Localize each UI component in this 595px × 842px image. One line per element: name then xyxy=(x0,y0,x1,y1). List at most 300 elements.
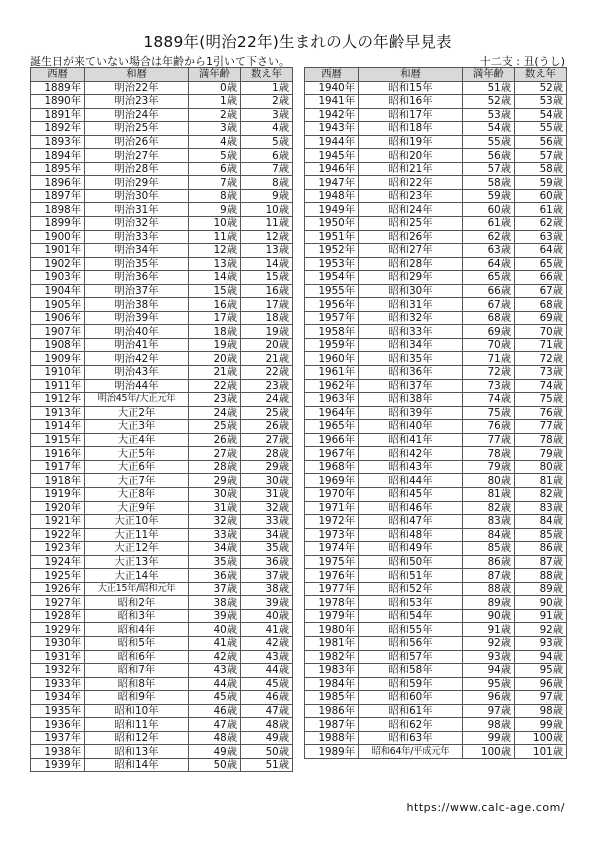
cell-wareki: 明治36年 xyxy=(85,271,189,285)
cell-seireki: 1926年 xyxy=(31,582,85,596)
cell-seireki: 1931年 xyxy=(31,650,85,664)
cell-seireki: 1969年 xyxy=(305,474,359,488)
cell-man-age: 9歳 xyxy=(189,203,241,217)
cell-kazoe-age: 74歳 xyxy=(515,379,567,393)
cell-kazoe-age: 32歳 xyxy=(241,501,293,515)
cell-kazoe-age: 20歳 xyxy=(241,338,293,352)
cell-wareki: 大正8年 xyxy=(85,487,189,501)
cell-seireki: 1930年 xyxy=(31,636,85,650)
cell-wareki: 昭和47年 xyxy=(359,515,463,529)
cell-man-age: 60歳 xyxy=(463,203,515,217)
cell-kazoe-age: 28歳 xyxy=(241,447,293,461)
cell-man-age: 56歳 xyxy=(463,149,515,163)
cell-man-age: 65歳 xyxy=(463,271,515,285)
table-row xyxy=(31,447,293,461)
cell-wareki: 昭和25年 xyxy=(359,217,463,231)
age-table-left xyxy=(30,67,293,772)
table-row xyxy=(31,81,293,95)
footer-url[interactable]: https://www.calc-age.com/ xyxy=(406,801,565,814)
cell-wareki: 明治33年 xyxy=(85,230,189,244)
cell-seireki: 1961年 xyxy=(305,366,359,380)
cell-seireki: 1924年 xyxy=(31,555,85,569)
table-row xyxy=(305,487,567,501)
cell-seireki: 1987年 xyxy=(305,718,359,732)
cell-seireki: 1952年 xyxy=(305,244,359,258)
cell-kazoe-age: 59歳 xyxy=(515,176,567,190)
cell-seireki: 1965年 xyxy=(305,420,359,434)
cell-seireki: 1972年 xyxy=(305,515,359,529)
cell-wareki: 昭和46年 xyxy=(359,501,463,515)
cell-wareki: 明治30年 xyxy=(85,189,189,203)
cell-kazoe-age: 90歳 xyxy=(515,596,567,610)
cell-man-age: 97歳 xyxy=(463,704,515,718)
cell-man-age: 91歳 xyxy=(463,623,515,637)
cell-man-age: 84歳 xyxy=(463,528,515,542)
cell-kazoe-age: 58歳 xyxy=(515,162,567,176)
cell-kazoe-age: 42歳 xyxy=(241,636,293,650)
cell-wareki: 昭和7年 xyxy=(85,664,189,678)
cell-seireki: 1922年 xyxy=(31,528,85,542)
cell-wareki: 昭和43年 xyxy=(359,460,463,474)
cell-man-age: 38歳 xyxy=(189,596,241,610)
cell-seireki: 1927年 xyxy=(31,596,85,610)
cell-kazoe-age: 92歳 xyxy=(515,623,567,637)
cell-kazoe-age: 101歳 xyxy=(515,745,567,759)
cell-seireki: 1933年 xyxy=(31,677,85,691)
table-row xyxy=(305,393,567,407)
table-row xyxy=(31,217,293,231)
cell-kazoe-age: 98歳 xyxy=(515,704,567,718)
cell-man-age: 52歳 xyxy=(463,95,515,109)
table-row xyxy=(31,406,293,420)
cell-wareki: 昭和36年 xyxy=(359,366,463,380)
cell-wareki: 昭和24年 xyxy=(359,203,463,217)
cell-seireki: 1915年 xyxy=(31,433,85,447)
cell-kazoe-age: 54歳 xyxy=(515,108,567,122)
cell-kazoe-age: 39歳 xyxy=(241,596,293,610)
cell-wareki: 昭和56年 xyxy=(359,636,463,650)
table-row xyxy=(305,149,567,163)
table-row xyxy=(305,217,567,231)
cell-kazoe-age: 96歳 xyxy=(515,677,567,691)
cell-man-age: 27歳 xyxy=(189,447,241,461)
cell-wareki: 昭和18年 xyxy=(359,122,463,136)
cell-kazoe-age: 33歳 xyxy=(241,515,293,529)
cell-seireki: 1923年 xyxy=(31,542,85,556)
cell-man-age: 69歳 xyxy=(463,325,515,339)
cell-seireki: 1941年 xyxy=(305,95,359,109)
cell-kazoe-age: 12歳 xyxy=(241,230,293,244)
cell-kazoe-age: 63歳 xyxy=(515,230,567,244)
cell-seireki: 1985年 xyxy=(305,691,359,705)
table-row xyxy=(305,636,567,650)
cell-man-age: 33歳 xyxy=(189,528,241,542)
cell-man-age: 20歳 xyxy=(189,352,241,366)
cell-wareki: 昭和64年/平成元年 xyxy=(359,745,463,759)
table-row xyxy=(31,298,293,312)
cell-seireki: 1986年 xyxy=(305,704,359,718)
table-row xyxy=(305,311,567,325)
cell-wareki: 昭和28年 xyxy=(359,257,463,271)
cell-man-age: 68歳 xyxy=(463,311,515,325)
cell-wareki: 明治25年 xyxy=(85,122,189,136)
cell-kazoe-age: 14歳 xyxy=(241,257,293,271)
table-row xyxy=(31,230,293,244)
cell-man-age: 88歳 xyxy=(463,582,515,596)
table-row xyxy=(31,176,293,190)
cell-wareki: 昭和13年 xyxy=(85,745,189,759)
cell-kazoe-age: 69歳 xyxy=(515,311,567,325)
cell-man-age: 15歳 xyxy=(189,284,241,298)
table-row xyxy=(31,758,293,772)
cell-seireki: 1935年 xyxy=(31,704,85,718)
cell-seireki: 1919年 xyxy=(31,487,85,501)
table-row xyxy=(305,474,567,488)
table-row xyxy=(305,542,567,556)
cell-man-age: 81歳 xyxy=(463,487,515,501)
table-row xyxy=(305,162,567,176)
cell-man-age: 75歳 xyxy=(463,406,515,420)
table-header-row xyxy=(31,68,293,82)
cell-seireki: 1911年 xyxy=(31,379,85,393)
table-row xyxy=(305,81,567,95)
cell-man-age: 50歳 xyxy=(189,758,241,772)
cell-kazoe-age: 99歳 xyxy=(515,718,567,732)
table-header-row xyxy=(305,68,567,82)
cell-seireki: 1963年 xyxy=(305,393,359,407)
table-row xyxy=(31,271,293,285)
cell-kazoe-age: 45歳 xyxy=(241,677,293,691)
cell-wareki: 明治28年 xyxy=(85,162,189,176)
cell-wareki: 昭和22年 xyxy=(359,176,463,190)
cell-seireki: 1903年 xyxy=(31,271,85,285)
cell-seireki: 1889年 xyxy=(31,81,85,95)
cell-seireki: 1973年 xyxy=(305,528,359,542)
cell-seireki: 1951年 xyxy=(305,230,359,244)
table-row xyxy=(31,189,293,203)
cell-kazoe-age: 95歳 xyxy=(515,664,567,678)
cell-kazoe-age: 50歳 xyxy=(241,745,293,759)
cell-man-age: 96歳 xyxy=(463,691,515,705)
table-row xyxy=(31,555,293,569)
cell-seireki: 1978年 xyxy=(305,596,359,610)
table-row xyxy=(305,664,567,678)
table-row xyxy=(305,501,567,515)
cell-wareki: 昭和49年 xyxy=(359,542,463,556)
cell-kazoe-age: 41歳 xyxy=(241,623,293,637)
table-row xyxy=(31,731,293,745)
cell-kazoe-age: 7歳 xyxy=(241,162,293,176)
cell-kazoe-age: 4歳 xyxy=(241,122,293,136)
cell-man-age: 92歳 xyxy=(463,636,515,650)
cell-seireki: 1943年 xyxy=(305,122,359,136)
cell-kazoe-age: 61歳 xyxy=(515,203,567,217)
cell-seireki: 1945年 xyxy=(305,149,359,163)
cell-seireki: 1974年 xyxy=(305,542,359,556)
cell-man-age: 34歳 xyxy=(189,542,241,556)
cell-man-age: 25歳 xyxy=(189,420,241,434)
cell-seireki: 1929年 xyxy=(31,623,85,637)
cell-seireki: 1914年 xyxy=(31,420,85,434)
cell-seireki: 1925年 xyxy=(31,569,85,583)
cell-man-age: 18歳 xyxy=(189,325,241,339)
cell-wareki: 昭和40年 xyxy=(359,420,463,434)
cell-kazoe-age: 72歳 xyxy=(515,352,567,366)
cell-wareki: 昭和8年 xyxy=(85,677,189,691)
zodiac-label: 十二支 : 丑(うし) xyxy=(479,55,565,68)
cell-man-age: 43歳 xyxy=(189,664,241,678)
cell-man-age: 47歳 xyxy=(189,718,241,732)
cell-seireki: 1954年 xyxy=(305,271,359,285)
cell-wareki: 大正3年 xyxy=(85,420,189,434)
cell-seireki: 1980年 xyxy=(305,623,359,637)
cell-wareki: 昭和32年 xyxy=(359,311,463,325)
birthday-note: 誕生日が来ていない場合は年齢から1引いて下さい。 xyxy=(30,55,290,68)
cell-wareki: 明治38年 xyxy=(85,298,189,312)
cell-kazoe-age: 57歳 xyxy=(515,149,567,163)
header-seireki: 西暦 xyxy=(31,68,85,82)
cell-kazoe-age: 75歳 xyxy=(515,393,567,407)
cell-kazoe-age: 65歳 xyxy=(515,257,567,271)
cell-man-age: 95歳 xyxy=(463,677,515,691)
cell-wareki: 昭和3年 xyxy=(85,609,189,623)
cell-man-age: 90歳 xyxy=(463,609,515,623)
header-wareki: 和暦 xyxy=(359,68,463,82)
cell-kazoe-age: 70歳 xyxy=(515,325,567,339)
cell-kazoe-age: 97歳 xyxy=(515,691,567,705)
cell-kazoe-age: 66歳 xyxy=(515,271,567,285)
table-row xyxy=(31,460,293,474)
cell-seireki: 1947年 xyxy=(305,176,359,190)
cell-man-age: 3歳 xyxy=(189,122,241,136)
cell-kazoe-age: 76歳 xyxy=(515,406,567,420)
cell-wareki: 昭和11年 xyxy=(85,718,189,732)
cell-seireki: 1964年 xyxy=(305,406,359,420)
cell-kazoe-age: 13歳 xyxy=(241,244,293,258)
cell-seireki: 1932年 xyxy=(31,664,85,678)
table-row xyxy=(31,474,293,488)
cell-seireki: 1913年 xyxy=(31,406,85,420)
cell-wareki: 大正9年 xyxy=(85,501,189,515)
cell-wareki: 昭和29年 xyxy=(359,271,463,285)
cell-man-age: 62歳 xyxy=(463,230,515,244)
cell-kazoe-age: 91歳 xyxy=(515,609,567,623)
table-row xyxy=(305,555,567,569)
cell-man-age: 66歳 xyxy=(463,284,515,298)
header-wareki: 和暦 xyxy=(85,68,189,82)
cell-man-age: 98歳 xyxy=(463,718,515,732)
cell-kazoe-age: 16歳 xyxy=(241,284,293,298)
cell-kazoe-age: 35歳 xyxy=(241,542,293,556)
cell-kazoe-age: 79歳 xyxy=(515,447,567,461)
cell-wareki: 昭和55年 xyxy=(359,623,463,637)
cell-wareki: 昭和50年 xyxy=(359,555,463,569)
table-row xyxy=(31,636,293,650)
cell-wareki: 昭和17年 xyxy=(359,108,463,122)
table-row xyxy=(31,582,293,596)
cell-seireki: 1906年 xyxy=(31,311,85,325)
cell-man-age: 21歳 xyxy=(189,366,241,380)
cell-kazoe-age: 27歳 xyxy=(241,433,293,447)
table-row xyxy=(31,108,293,122)
cell-kazoe-age: 11歳 xyxy=(241,217,293,231)
cell-seireki: 1940年 xyxy=(305,81,359,95)
cell-seireki: 1957年 xyxy=(305,311,359,325)
cell-man-age: 36歳 xyxy=(189,569,241,583)
cell-kazoe-age: 89歳 xyxy=(515,582,567,596)
table-row xyxy=(305,691,567,705)
cell-kazoe-age: 26歳 xyxy=(241,420,293,434)
cell-man-age: 22歳 xyxy=(189,379,241,393)
table-row xyxy=(31,515,293,529)
table-row xyxy=(31,366,293,380)
cell-wareki: 昭和16年 xyxy=(359,95,463,109)
table-row xyxy=(305,433,567,447)
cell-kazoe-age: 43歳 xyxy=(241,650,293,664)
cell-seireki: 1967年 xyxy=(305,447,359,461)
cell-kazoe-age: 81歳 xyxy=(515,474,567,488)
cell-seireki: 1904年 xyxy=(31,284,85,298)
cell-wareki: 昭和35年 xyxy=(359,352,463,366)
cell-wareki: 大正6年 xyxy=(85,460,189,474)
table-row xyxy=(31,325,293,339)
cell-wareki: 昭和39年 xyxy=(359,406,463,420)
cell-wareki: 大正2年 xyxy=(85,406,189,420)
cell-wareki: 昭和59年 xyxy=(359,677,463,691)
cell-seireki: 1907年 xyxy=(31,325,85,339)
cell-wareki: 昭和42年 xyxy=(359,447,463,461)
cell-man-age: 30歳 xyxy=(189,487,241,501)
table-row xyxy=(31,542,293,556)
table-row xyxy=(31,311,293,325)
cell-seireki: 1968年 xyxy=(305,460,359,474)
cell-wareki: 昭和9年 xyxy=(85,691,189,705)
cell-man-age: 35歳 xyxy=(189,555,241,569)
age-table-right xyxy=(304,67,567,759)
table-row xyxy=(31,596,293,610)
cell-man-age: 2歳 xyxy=(189,108,241,122)
cell-seireki: 1984年 xyxy=(305,677,359,691)
cell-wareki: 明治41年 xyxy=(85,338,189,352)
cell-man-age: 93歳 xyxy=(463,650,515,664)
table-row xyxy=(305,203,567,217)
table-row xyxy=(305,515,567,529)
table-row xyxy=(305,420,567,434)
cell-wareki: 明治26年 xyxy=(85,135,189,149)
cell-man-age: 29歳 xyxy=(189,474,241,488)
cell-kazoe-age: 25歳 xyxy=(241,406,293,420)
cell-kazoe-age: 24歳 xyxy=(241,393,293,407)
cell-wareki: 明治31年 xyxy=(85,203,189,217)
cell-seireki: 1890年 xyxy=(31,95,85,109)
cell-wareki: 昭和51年 xyxy=(359,569,463,583)
cell-seireki: 1892年 xyxy=(31,122,85,136)
cell-kazoe-age: 17歳 xyxy=(241,298,293,312)
cell-seireki: 1898年 xyxy=(31,203,85,217)
cell-kazoe-age: 53歳 xyxy=(515,95,567,109)
cell-wareki: 昭和15年 xyxy=(359,81,463,95)
cell-wareki: 昭和31年 xyxy=(359,298,463,312)
cell-man-age: 7歳 xyxy=(189,176,241,190)
cell-man-age: 79歳 xyxy=(463,460,515,474)
cell-seireki: 1979年 xyxy=(305,609,359,623)
table-row xyxy=(31,691,293,705)
cell-man-age: 48歳 xyxy=(189,731,241,745)
cell-kazoe-age: 19歳 xyxy=(241,325,293,339)
cell-wareki: 昭和52年 xyxy=(359,582,463,596)
cell-man-age: 99歳 xyxy=(463,731,515,745)
cell-kazoe-age: 1歳 xyxy=(241,81,293,95)
cell-wareki: 昭和61年 xyxy=(359,704,463,718)
cell-wareki: 昭和62年 xyxy=(359,718,463,732)
cell-wareki: 大正7年 xyxy=(85,474,189,488)
cell-kazoe-age: 15歳 xyxy=(241,271,293,285)
cell-seireki: 1949年 xyxy=(305,203,359,217)
table-row xyxy=(305,176,567,190)
cell-man-age: 89歳 xyxy=(463,596,515,610)
table-row xyxy=(31,244,293,258)
cell-kazoe-age: 51歳 xyxy=(241,758,293,772)
table-row xyxy=(305,230,567,244)
cell-man-age: 8歳 xyxy=(189,189,241,203)
cell-kazoe-age: 87歳 xyxy=(515,555,567,569)
table-row xyxy=(305,244,567,258)
table-row xyxy=(31,704,293,718)
cell-kazoe-age: 67歳 xyxy=(515,284,567,298)
cell-kazoe-age: 44歳 xyxy=(241,664,293,678)
cell-man-age: 83歳 xyxy=(463,515,515,529)
cell-seireki: 1893年 xyxy=(31,135,85,149)
table-row xyxy=(305,325,567,339)
cell-kazoe-age: 73歳 xyxy=(515,366,567,380)
table-row xyxy=(305,257,567,271)
cell-man-age: 51歳 xyxy=(463,81,515,95)
table-row xyxy=(31,122,293,136)
table-row xyxy=(305,650,567,664)
table-row xyxy=(31,257,293,271)
cell-seireki: 1962年 xyxy=(305,379,359,393)
table-row xyxy=(31,569,293,583)
cell-man-age: 58歳 xyxy=(463,176,515,190)
cell-wareki: 昭和21年 xyxy=(359,162,463,176)
table-row xyxy=(31,623,293,637)
table-row xyxy=(31,393,293,407)
cell-seireki: 1959年 xyxy=(305,338,359,352)
cell-man-age: 40歳 xyxy=(189,623,241,637)
cell-wareki: 大正13年 xyxy=(85,555,189,569)
cell-man-age: 31歳 xyxy=(189,501,241,515)
cell-wareki: 明治24年 xyxy=(85,108,189,122)
cell-wareki: 昭和5年 xyxy=(85,636,189,650)
cell-seireki: 1912年 xyxy=(31,393,85,407)
cell-seireki: 1918年 xyxy=(31,474,85,488)
cell-seireki: 1955年 xyxy=(305,284,359,298)
cell-kazoe-age: 29歳 xyxy=(241,460,293,474)
cell-kazoe-age: 49歳 xyxy=(241,731,293,745)
cell-seireki: 1958年 xyxy=(305,325,359,339)
cell-man-age: 63歳 xyxy=(463,244,515,258)
cell-wareki: 昭和44年 xyxy=(359,474,463,488)
cell-man-age: 17歳 xyxy=(189,311,241,325)
table-row xyxy=(31,203,293,217)
cell-kazoe-age: 36歳 xyxy=(241,555,293,569)
cell-wareki: 明治23年 xyxy=(85,95,189,109)
cell-wareki: 昭和38年 xyxy=(359,393,463,407)
cell-kazoe-age: 83歳 xyxy=(515,501,567,515)
cell-wareki: 昭和54年 xyxy=(359,609,463,623)
table-row xyxy=(305,731,567,745)
cell-seireki: 1936年 xyxy=(31,718,85,732)
